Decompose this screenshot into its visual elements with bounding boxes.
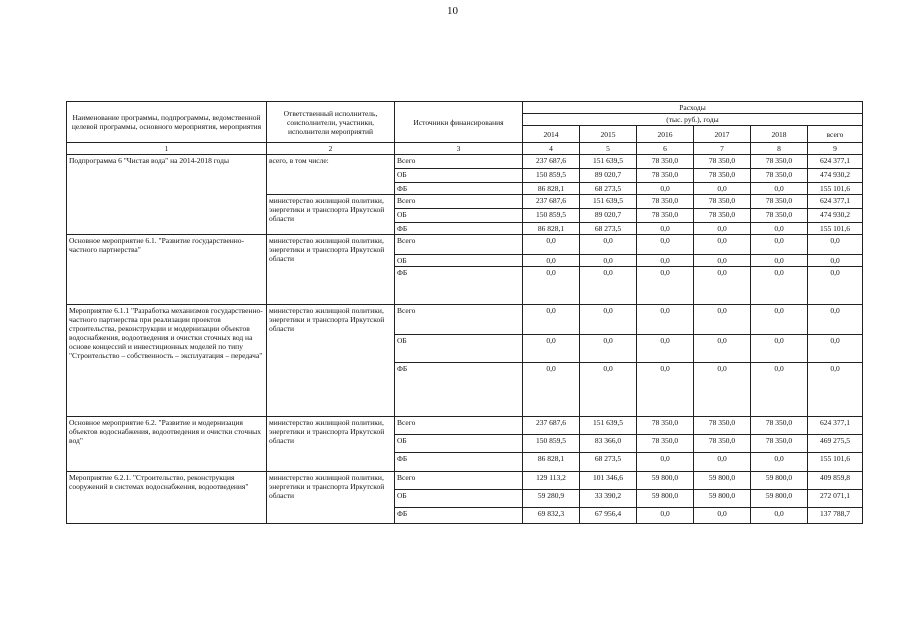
year-value-cell: 0,0 (751, 183, 808, 195)
column-index: 5 (580, 143, 637, 155)
year-value-cell: 78 350,0 (694, 417, 751, 435)
table-body (67, 155, 863, 524)
year-value-cell: 0,0 (751, 305, 808, 335)
year-value-cell: 68 273,5 (580, 223, 637, 235)
total-value-cell: 155 101,6 (808, 453, 863, 472)
year-value-cell: 0,0 (637, 267, 694, 305)
total-value-cell: 155 101,6 (808, 223, 863, 235)
year-value-cell: 0,0 (637, 508, 694, 524)
funding-source-cell: Всего (395, 305, 523, 335)
year-value-cell: 150 859,5 (523, 435, 580, 453)
funding-source-cell: Всего (395, 195, 523, 209)
year-value-cell: 0,0 (637, 335, 694, 363)
program-name-cell: Основное мероприятие 6.2. "Развитие и модернизация объектов водоснабжения, водоотведения и очистки сточных вод" (67, 417, 267, 472)
funding-source-cell: Всего (395, 417, 523, 435)
year-value-cell: 67 956,4 (580, 508, 637, 524)
total-value-cell: 0,0 (808, 235, 863, 255)
table-row (67, 155, 863, 169)
page-number: 10 (447, 5, 458, 17)
year-value-cell: 0,0 (637, 363, 694, 417)
year-value-cell: 0,0 (637, 183, 694, 195)
year-value-cell: 78 350,0 (751, 417, 808, 435)
total-value-cell: 474 930,2 (808, 209, 863, 223)
year-value-cell: 0,0 (580, 267, 637, 305)
program-name-cell: Мероприятие 6.1.1 "Разработка механизмов государственно-частного партнерства при реализации проектов строительства, реконструкции и модернизации объектов водоснабжения, водоотведения и очистки сточных вод на основе концессий и инвестиционных моделей по типу "Строительство – собственность – эксплуатация – передача" (67, 305, 267, 417)
year-value-cell: 0,0 (580, 235, 637, 255)
year-value-cell: 83 366,0 (580, 435, 637, 453)
year-value-cell: 0,0 (637, 305, 694, 335)
year-value-cell: 59 280,9 (523, 490, 580, 508)
year-value-cell: 89 020,7 (580, 209, 637, 223)
table-row (67, 472, 863, 490)
column-index: 1 (67, 143, 267, 155)
year-value-cell: 78 350,0 (637, 169, 694, 183)
year-value-cell: 78 350,0 (751, 169, 808, 183)
funding-source-cell: ОБ (395, 209, 523, 223)
year-value-cell: 59 800,0 (751, 490, 808, 508)
year-value-cell: 0,0 (751, 453, 808, 472)
funding-source-cell: ОБ (395, 435, 523, 453)
year-value-cell: 0,0 (637, 255, 694, 267)
table-row (67, 305, 863, 335)
program-name-cell: Мероприятие 6.2.1. "Строительство, реконструкция сооружений в системах водоснабжения, водоотведения" (67, 472, 267, 524)
header-year: 2018 (751, 126, 808, 143)
year-value-cell: 0,0 (694, 363, 751, 417)
total-value-cell: 0,0 (808, 363, 863, 417)
year-value-cell: 0,0 (694, 235, 751, 255)
total-value-cell: 155 101,6 (808, 183, 863, 195)
year-value-cell: 78 350,0 (694, 435, 751, 453)
year-value-cell: 0,0 (694, 267, 751, 305)
year-value-cell: 0,0 (637, 235, 694, 255)
year-value-cell: 78 350,0 (637, 417, 694, 435)
program-name-cell: Основное мероприятие 6.1. "Развитие государственно-частного партнерства" (67, 235, 267, 305)
year-value-cell: 0,0 (523, 235, 580, 255)
year-value-cell: 0,0 (751, 267, 808, 305)
header-source: Источники финансирования (395, 102, 523, 143)
column-index: 4 (523, 143, 580, 155)
executor-cell: министерство жилищной политики, энергетики и транспорта Иркутской области (267, 305, 395, 417)
budget-table (66, 101, 863, 524)
year-value-cell: 89 020,7 (580, 169, 637, 183)
table-row (67, 235, 863, 255)
executor-cell: всего, в том числе: (267, 155, 395, 195)
year-value-cell: 78 350,0 (751, 435, 808, 453)
table-row (67, 417, 863, 435)
funding-source-cell: ФБ (395, 267, 523, 305)
year-value-cell: 0,0 (580, 363, 637, 417)
year-value-cell: 78 350,0 (751, 155, 808, 169)
year-value-cell: 0,0 (637, 453, 694, 472)
funding-source-cell: ОБ (395, 335, 523, 363)
year-value-cell: 0,0 (694, 335, 751, 363)
header-year: 2015 (580, 126, 637, 143)
year-value-cell: 0,0 (751, 363, 808, 417)
year-value-cell: 0,0 (694, 183, 751, 195)
column-index: 7 (694, 143, 751, 155)
total-value-cell: 409 859,8 (808, 472, 863, 490)
year-value-cell: 151 639,5 (580, 417, 637, 435)
year-value-cell: 78 350,0 (694, 195, 751, 209)
total-value-cell: 0,0 (808, 255, 863, 267)
funding-source-cell: ФБ (395, 183, 523, 195)
executor-cell: министерство жилищной политики, энергетики и транспорта Иркутской области (267, 472, 395, 524)
header-year: 2016 (637, 126, 694, 143)
year-value-cell: 0,0 (580, 255, 637, 267)
year-value-cell: 151 639,5 (580, 155, 637, 169)
year-value-cell: 0,0 (523, 305, 580, 335)
funding-source-cell: Всего (395, 235, 523, 255)
year-value-cell: 151 639,5 (580, 195, 637, 209)
year-value-cell: 78 350,0 (694, 155, 751, 169)
header-units: (тыс. руб.), годы (523, 114, 863, 126)
year-value-cell: 33 390,2 (580, 490, 637, 508)
year-value-cell: 78 350,0 (751, 195, 808, 209)
year-value-cell: 68 273,5 (580, 453, 637, 472)
total-value-cell: 624 377,1 (808, 155, 863, 169)
total-value-cell: 272 071,1 (808, 490, 863, 508)
funding-source-cell: ФБ (395, 508, 523, 524)
header-year: 2014 (523, 126, 580, 143)
year-value-cell: 150 859,5 (523, 209, 580, 223)
year-value-cell: 0,0 (637, 223, 694, 235)
header-executor: Ответственный исполнитель, соисполнители, участники, исполнители мероприятий (267, 102, 395, 143)
year-value-cell: 69 832,3 (523, 508, 580, 524)
total-value-cell: 469 275,5 (808, 435, 863, 453)
executor-cell: министерство жилищной политики, энергетики и транспорта Иркутской области (267, 417, 395, 472)
header-total: всего (808, 126, 863, 143)
total-value-cell: 0,0 (808, 335, 863, 363)
year-value-cell: 0,0 (694, 453, 751, 472)
year-value-cell: 78 350,0 (751, 209, 808, 223)
column-index: 6 (637, 143, 694, 155)
year-value-cell: 0,0 (751, 235, 808, 255)
year-value-cell: 0,0 (580, 335, 637, 363)
column-index: 3 (395, 143, 523, 155)
program-name-cell: Подпрограмма 6 "Чистая вода" на 2014-2018 годы (67, 155, 267, 235)
year-value-cell: 0,0 (523, 267, 580, 305)
year-value-cell: 0,0 (523, 335, 580, 363)
year-value-cell: 0,0 (694, 255, 751, 267)
year-value-cell: 78 350,0 (637, 209, 694, 223)
year-value-cell: 0,0 (694, 508, 751, 524)
year-value-cell: 0,0 (751, 223, 808, 235)
funding-source-cell: ОБ (395, 169, 523, 183)
year-value-cell: 0,0 (751, 335, 808, 363)
year-value-cell: 86 828,1 (523, 183, 580, 195)
column-index: 2 (267, 143, 395, 155)
year-value-cell: 78 350,0 (694, 169, 751, 183)
year-value-cell: 68 273,5 (580, 183, 637, 195)
year-value-cell: 0,0 (523, 255, 580, 267)
funding-source-cell: ОБ (395, 255, 523, 267)
year-value-cell: 0,0 (694, 305, 751, 335)
year-value-cell: 0,0 (580, 305, 637, 335)
column-index: 9 (808, 143, 863, 155)
header-name: Наименование программы, подпрограммы, ведомственной целевой программы, основного мероприятия, мероприятия (67, 102, 267, 143)
funding-source-cell: ФБ (395, 223, 523, 235)
year-value-cell: 0,0 (694, 223, 751, 235)
year-value-cell: 78 350,0 (637, 195, 694, 209)
header-year: 2017 (694, 126, 751, 143)
year-value-cell: 59 800,0 (694, 490, 751, 508)
column-index: 8 (751, 143, 808, 155)
funding-source-cell: ФБ (395, 363, 523, 417)
year-value-cell: 0,0 (751, 508, 808, 524)
year-value-cell: 86 828,1 (523, 223, 580, 235)
year-value-cell: 0,0 (751, 255, 808, 267)
year-value-cell: 78 350,0 (694, 209, 751, 223)
year-value-cell: 59 800,0 (637, 472, 694, 490)
year-value-cell: 237 687,6 (523, 195, 580, 209)
year-value-cell: 150 859,5 (523, 169, 580, 183)
year-value-cell: 59 800,0 (637, 490, 694, 508)
total-value-cell: 474 930,2 (808, 169, 863, 183)
executor-cell: министерство жилищной политики, энергетики и транспорта Иркутской области (267, 195, 395, 235)
funding-source-cell: Всего (395, 155, 523, 169)
year-value-cell: 237 687,6 (523, 155, 580, 169)
year-value-cell: 101 346,6 (580, 472, 637, 490)
header-expenses: Расходы (523, 102, 863, 114)
table-header (67, 102, 863, 155)
total-value-cell: 0,0 (808, 267, 863, 305)
year-value-cell: 237 687,6 (523, 417, 580, 435)
year-value-cell: 59 800,0 (751, 472, 808, 490)
year-value-cell: 59 800,0 (694, 472, 751, 490)
year-value-cell: 0,0 (523, 363, 580, 417)
funding-source-cell: ФБ (395, 453, 523, 472)
total-value-cell: 624 377,1 (808, 417, 863, 435)
funding-source-cell: Всего (395, 472, 523, 490)
total-value-cell: 137 788,7 (808, 508, 863, 524)
year-value-cell: 78 350,0 (637, 155, 694, 169)
year-value-cell: 86 828,1 (523, 453, 580, 472)
funding-source-cell: ОБ (395, 490, 523, 508)
total-value-cell: 624 377,1 (808, 195, 863, 209)
executor-cell: министерство жилищной политики, энергетики и транспорта Иркутской области (267, 235, 395, 305)
column-index-row (67, 143, 863, 155)
total-value-cell: 0,0 (808, 305, 863, 335)
year-value-cell: 78 350,0 (637, 435, 694, 453)
year-value-cell: 129 113,2 (523, 472, 580, 490)
